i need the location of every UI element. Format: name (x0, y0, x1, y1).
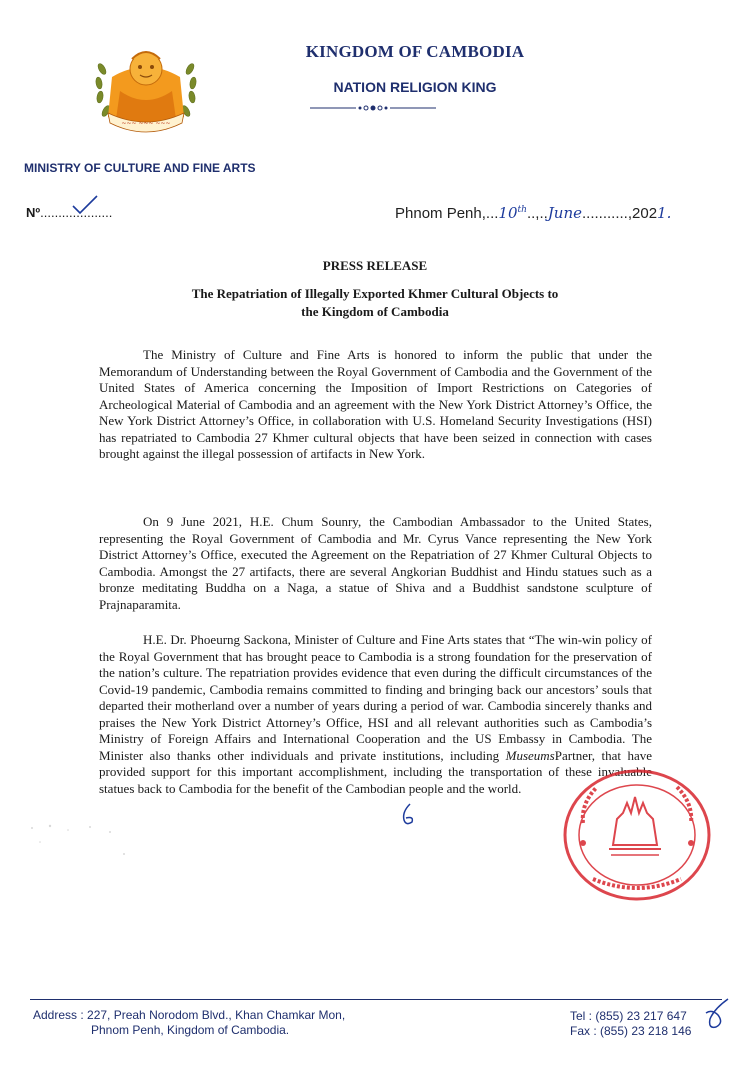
handwritten-year: 1. (657, 204, 672, 222)
footer-divider (30, 999, 722, 1000)
ministry-name: MINISTRY OF CULTURE AND FINE ARTS (24, 161, 256, 175)
paragraph-2-text: On 9 June 2021, H.E. Chum Sounry, the Cambodian Ambassador to the United States, representing the Royal Government of Cambodia and Mr. Cyrus Vance representing the New York District Attorney’s Office, executed the Agreement on the Repatriation of 27 Khmer Cultural Objects to Cambodia. Amongst the 27 artifacts, there are several Angkorian Buddhist and Hindu statues such as a bronze meditating Buddha on a Naga, a statue of Shiva and a Buddhist sandstone sculpture of Prajnaparamita. (99, 514, 652, 612)
divider-ornament (308, 103, 438, 113)
checkmark-icon (70, 193, 100, 217)
footer-contact (570, 1009, 691, 1039)
address-line-2: Phnom Penh, Kingdom of Cambodia. (91, 1023, 290, 1037)
fax: Fax : (855) 23 218 146 (570, 1024, 692, 1038)
press-release-title: PRESS RELEASE (322, 258, 428, 273)
subtitle-line-2: the Kingdom of Cambodia (301, 304, 449, 319)
address-line-1: Address : 227, Preah Norodom Blvd., Khan Chamkar Mon, (33, 1008, 346, 1022)
paragraph-3-text-b: Partner, that have provided support for this important accomplishment, including the transportation of these invaluable statues back to Cambodia for the benefit of the Cambodian people and the world. (99, 747, 652, 796)
paragraph-3-text-a: H.E. Dr. Phoeurng Sackona, Minister of Culture and Fine Arts states that “The win-win policy of the Royal Government that has brought peace to Cambodia is a strong foundation for the preservation of the nation’s culture. The repatriation provides evidence that even during the difficult circumstances of the Covid-19 pandemic, Cambodia remains committed to finding and bringing back our ancestors’ souls that departed their motherland over a number of years during a period of war. Cambodia sincerely thanks and praises the New York District Attorney’s Office, HSI and all relevant authorities such as Cambodia’s Ministry of Foreign Affairs and International Cooperation and the US Embassy in Cambodia. The Minister also thanks other individuals and private institutions, including (99, 632, 652, 763)
kingdom-heading: KINGDOM OF CAMBODIA (305, 42, 525, 61)
paragraph-2 (99, 514, 652, 613)
place-prefix: Phnom Penh, (395, 205, 486, 222)
scan-smudge (20, 818, 130, 858)
subtitle-line-1: The Repatriation of Illegally Exported Khmer Cultural Objects to (191, 286, 559, 301)
telephone: Tel : (855) 23 217 647 (570, 1009, 687, 1023)
paragraph-1-text: The Ministry of Culture and Fine Arts is honored to inform the public that under the Memorandum of Understanding between the Royal Government of Cambodia and the Government of the United States of America concerning the Imposition of Import Restrictions on Categories of Archeological Material of Cambodia and an agreement with the New York District Attorney’s Office, the New York District Attorney’s Office, in collaboration with U.S. Homeland Security Investigations (HSI) has repatriated to Cambodia 27 Khmer cultural objects that have been seized in connection with cases brought against the illegal possession of artifacts in New York. (99, 347, 652, 461)
official-stamp (553, 763, 713, 903)
signature-mark (398, 802, 418, 828)
paragraph-1 (99, 347, 652, 463)
initials-mark (700, 995, 734, 1035)
press-release-subtitle (150, 285, 600, 321)
date-line: Phnom Penh,...10th..,..June...........,2021. (395, 204, 672, 222)
svg-text:~~~ ~~~ ~~~: ~~~ ~~~ ~~~ (121, 120, 171, 127)
museums-italic: Museums (505, 747, 555, 763)
handwritten-month: June (547, 204, 582, 222)
number-label: Nº (26, 205, 41, 220)
handwritten-day: 10 (498, 204, 518, 222)
footer-address (33, 1008, 345, 1038)
year-prefix: 202 (632, 205, 658, 222)
number-dots: .................... (40, 205, 113, 220)
national-motto: NATION RELIGION KING (333, 79, 497, 95)
day-suffix: th (517, 205, 527, 215)
